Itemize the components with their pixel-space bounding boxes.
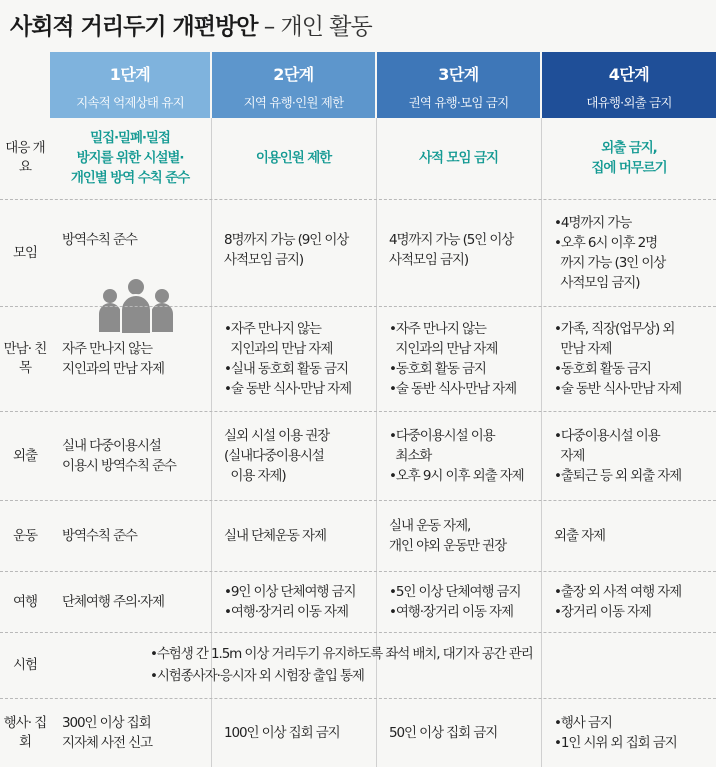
- row-label-gathering: 모임: [12, 244, 38, 261]
- cell-line: 실내 다중이용시설: [62, 438, 161, 454]
- cell-line: 자주 만나지 않는: [62, 341, 152, 357]
- row-label-exercise: 운동: [12, 527, 38, 544]
- cell-line: 8명까지 가능 (9인 이상: [224, 232, 349, 248]
- cell-exercise-stage3: [377, 501, 540, 571]
- cell-line: •술 동반 식사·만남 자제: [224, 381, 352, 397]
- cell-travel-stage3: [377, 572, 540, 632]
- cell-meeting-stage3: [377, 307, 540, 411]
- cell-line: 300인 이상 집회: [62, 715, 151, 731]
- cell-line: •가족, 직장(업무상) 외: [554, 321, 675, 337]
- stage-4-name: 4단계: [608, 65, 650, 84]
- stage-2-name: 2단계: [273, 65, 314, 84]
- cell-line: 집에 머무르기: [591, 160, 667, 176]
- cell-line: 지자체 사전 신고: [62, 735, 152, 751]
- cell-meeting-stage2: [212, 307, 375, 411]
- cell-line: 만남 자제: [554, 341, 612, 357]
- cell-events-stage2: [212, 699, 375, 767]
- cell-line: •동호회 활동 금지: [554, 361, 651, 377]
- cell-line: 외출 금지,: [601, 140, 657, 156]
- cell-overview-stage4: [542, 118, 716, 198]
- stage-1-desc: 지속적 억제상태 유지: [76, 95, 184, 110]
- cell-line: 이용인원 제한: [255, 150, 332, 166]
- cell-line: 실내 운동 자제,: [389, 518, 471, 534]
- cell-line: •수험생 간 1.5m 이상 거리두기 유지하도록 좌석 배치, 대기자 공간 관리: [150, 646, 533, 662]
- row-events: [0, 699, 716, 767]
- cell-line: •오후 6시 이후 2명: [554, 235, 658, 251]
- stage-4-desc: 대유행·외출 금지: [586, 95, 672, 110]
- cell-line: •장거리 이동 자제: [554, 604, 651, 620]
- stage-3-desc: 권역 유행·모임 금지: [408, 95, 509, 110]
- cell-line: 이용 자제): [224, 468, 286, 484]
- cell-exercise-stage4: [542, 501, 716, 571]
- cell-outing-stage3: [377, 412, 540, 500]
- cell-line: 실내 단체운동 자제: [224, 528, 326, 544]
- stage-2-desc: 지역 유행·인원 제한: [243, 95, 344, 110]
- cell-line: 실외 시설 이용 권장: [224, 428, 330, 444]
- cell-line: 사적모임 금지): [224, 252, 304, 268]
- cell-line: •행사 금지: [554, 715, 612, 731]
- cell-line: 사적모임 금지): [554, 275, 640, 291]
- cell-exam-all-stages: [150, 633, 710, 697]
- cell-line: 단체여행 주의·자제: [62, 594, 164, 610]
- cell-line: 지인과의 만남 자제: [389, 341, 498, 357]
- row-travel: [0, 572, 716, 632]
- row-label-overview: 대응 개요: [5, 140, 45, 175]
- cell-line: 지인과의 만남 자제: [62, 361, 164, 377]
- row-meeting: [0, 307, 716, 411]
- cell-line: •실내 동호회 활동 금지: [224, 361, 348, 377]
- cell-events-stage3: [377, 699, 540, 767]
- cell-overview-stage3: [377, 118, 540, 198]
- cell-line: •오후 9시 이후 외출 자제: [389, 468, 524, 484]
- cell-exercise-stage1: [50, 501, 210, 571]
- cell-outing-stage2: [212, 412, 375, 500]
- title-main: 사회적 거리두기 개편방안: [10, 14, 258, 40]
- cell-line: •자주 만나지 않는: [389, 321, 486, 337]
- cell-line: 까지 가능 (3인 이상: [554, 255, 666, 271]
- row-label-travel: 여행: [12, 593, 38, 610]
- stage-2-header: [212, 52, 375, 118]
- cell-gathering-stage3: [377, 200, 540, 306]
- cell-gathering-stage4: [542, 200, 716, 306]
- row-label-events: 행사· 집회: [3, 715, 47, 750]
- cell-line: 외출 자제: [554, 528, 605, 544]
- row-label-exam: 시험: [12, 656, 38, 673]
- cell-line: •동호회 활동 금지: [389, 361, 486, 377]
- cell-line: 자제: [554, 448, 585, 464]
- cell-line: •술 동반 식사·만남 자제: [554, 381, 682, 397]
- cell-line: 100인 이상 집회 금지: [224, 725, 340, 741]
- cell-overview-stage1: [50, 118, 210, 198]
- cell-line: •여행·장거리 이동 자제: [224, 604, 348, 620]
- cell-overview-stage2: [212, 118, 375, 198]
- stage-1-header: [50, 52, 210, 118]
- row-outing: [0, 412, 716, 500]
- cell-line: •자주 만나지 않는: [224, 321, 321, 337]
- cell-line: •1인 시위 외 집회 금지: [554, 735, 677, 751]
- cell-line: 이용시 방역수칙 준수: [62, 458, 176, 474]
- cell-line: 사적모임 금지): [389, 252, 469, 268]
- cell-line: •4명까지 가능: [554, 215, 632, 231]
- cell-gathering-stage2: [212, 200, 375, 306]
- cell-meeting-stage1: [50, 307, 210, 411]
- row-exercise: [0, 501, 716, 571]
- cell-line: 밀집·밀폐·밀접: [90, 130, 170, 146]
- cell-line: •다중이용시설 이용: [554, 428, 660, 444]
- cell-line: 방지를 위한 시설별·: [76, 150, 184, 166]
- cell-line: •다중이용시설 이용: [389, 428, 495, 444]
- cell-line: 최소화: [389, 448, 432, 464]
- cell-line: 사적 모임 금지: [419, 150, 498, 166]
- cell-line: 지인과의 만남 자제: [224, 341, 333, 357]
- cell-line: 방역수칙 준수: [62, 232, 137, 248]
- row-label-meeting: 만남· 친목: [3, 341, 47, 376]
- cell-line: 50인 이상 집회 금지: [389, 725, 498, 741]
- cell-travel-stage2: [212, 572, 375, 632]
- cell-line: •여행·장거리 이동 자제: [389, 604, 513, 620]
- cell-line: 4명까지 가능 (5인 이상: [389, 232, 514, 248]
- cell-travel-stage1: [50, 572, 210, 632]
- cell-events-stage1: [50, 699, 210, 767]
- cell-line: 방역수칙 준수: [62, 528, 137, 544]
- stage-1-name: 1단계: [109, 65, 151, 84]
- cell-outing-stage4: [542, 412, 716, 500]
- cell-line: •시험종사자·응시자 외 시험장 출입 통제: [150, 668, 364, 684]
- cell-line: 개인별 방역 수칙 준수: [70, 170, 190, 186]
- row-overview: [0, 118, 716, 198]
- cell-line: •5인 이상 단체여행 금지: [389, 584, 521, 600]
- cell-meeting-stage4: [542, 307, 716, 411]
- cell-exercise-stage2: [212, 501, 375, 571]
- page-title: [10, 8, 372, 42]
- cell-line: (실내다중이용시설: [224, 448, 324, 464]
- row-exam: [0, 633, 716, 697]
- cell-line: •출장 외 사적 여행 자제: [554, 584, 682, 600]
- title-sub: – 개인 활동: [257, 14, 372, 40]
- row-label-outing: 외출: [12, 447, 38, 464]
- cell-outing-stage1: [50, 412, 210, 500]
- cell-line: •9인 이상 단체여행 금지: [224, 584, 356, 600]
- stage-3-name: 3단계: [438, 65, 479, 84]
- cell-events-stage4: [542, 699, 716, 767]
- stage-3-header: [377, 52, 540, 118]
- cell-line: •출퇴근 등 외 외출 자제: [554, 468, 682, 484]
- cell-line: 개인 야외 운동만 권장: [389, 538, 507, 554]
- cell-line: •술 동반 식사·만남 자제: [389, 381, 517, 397]
- stage-4-header: [542, 52, 716, 118]
- cell-travel-stage4: [542, 572, 716, 632]
